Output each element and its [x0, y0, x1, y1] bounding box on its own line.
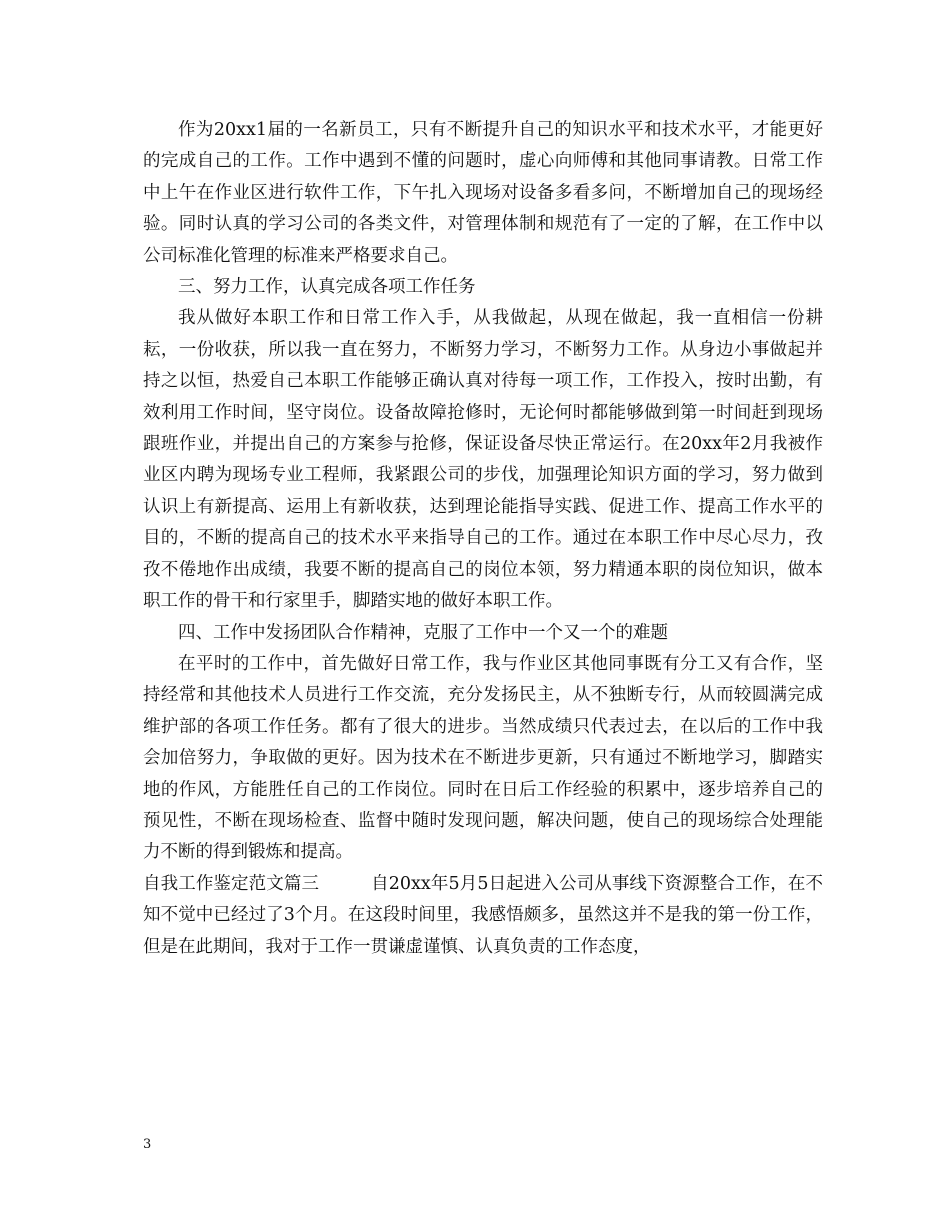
page-number: 3 [143, 1137, 152, 1152]
heading-section-four: 四、工作中发扬团队合作精神，克服了工作中一个又一个的难题 [178, 622, 668, 643]
document-body [143, 115, 823, 963]
paragraph-teamwork: 在平时的工作中，首先做好日常工作，我与作业区其他同事既有分工又有合作，坚持经常和其他技术人员进行工作交流，充分发扬民主，从不独断专行，从而较圆满完成维护部的各项工作任务。都有了很大的进步。当然成绩只代表过去，在以后的工作中我会加倍努力，争取做的更好。因为技术在不断进步更新，只有通过不断地学习，脚踏实地的作风，方能胜任自己的工作岗位。同时在日后工作经验的积累中，逐步培养自己的预见性，不断在现场检查、监督中随时发现问题，解决问题，使自己的现场综合处理能力不断的得到锻炼和提高。 [143, 653, 823, 863]
paragraph-article-three [143, 869, 823, 963]
paragraph-new-employee: 作为20xx1届的一名新员工，只有不断提升自己的知识水平和技术水平，才能更好的完成自己的工作。工作中遇到不懂的问题时，虚心向师傅和其他同事请教。日常工作中上午在作业区进行软件工作，下午扎入现场对设备多看多问，不断增加自己的现场经验。同时认真的学习公司的各类文件，对管理体制和规范有了一定的了解，在工作中以公司标准化管理的标准来严格要求自己。 [143, 120, 823, 266]
paragraph-diligent-work: 我从做好本职工作和日常工作入手，从我做起，从现在做起，我一直相信一份耕耘，一份收获，所以我一直在努力，不断努力学习，不断努力工作。从身边小事做起并持之以恒，热爱自己本职工作能够正确认真对待每一项工作，工作投入，按时出勤，有效利用工作时间，坚守岗位。设备故障抢修时，无论何时都能够做到第一时间赶到现场跟班作业，并提出自己的方案参与抢修，保证设备尽快正常运行。在20xx年2月我被作业区内聘为现场专业工程师，我紧跟公司的步伐，加强理论知识方面的学习，努力做到认识上有新提高、运用上有新收获，达到理论能指导实践、促进工作、提高工作水平的目的，不断的提高自己的技术水平来指导自己的工作。通过在本职工作中尽心尽力，孜孜不倦地作出成绩，我要不断的提高自己的岗位本领，努力精通本职的岗位知识，做本职工作的骨干和行家里手，脚踏实地的做好本职工作。 [143, 308, 823, 612]
article-three-text: 自20xx年5月5日起进入公司从事线下资源整合工作，在不知不觉中已经过了3个月。在这段时间里，我感悟颇多，虽然这并不是我的第一份工作，但是在此期间，我对于工作一贯谦虚谨慎、认真负责的工作态度， [143, 873, 823, 957]
article-three-title: 自我工作鉴定范文篇三 [143, 873, 320, 894]
heading-section-three: 三、努力工作，认真完成各项工作任务 [178, 277, 476, 298]
